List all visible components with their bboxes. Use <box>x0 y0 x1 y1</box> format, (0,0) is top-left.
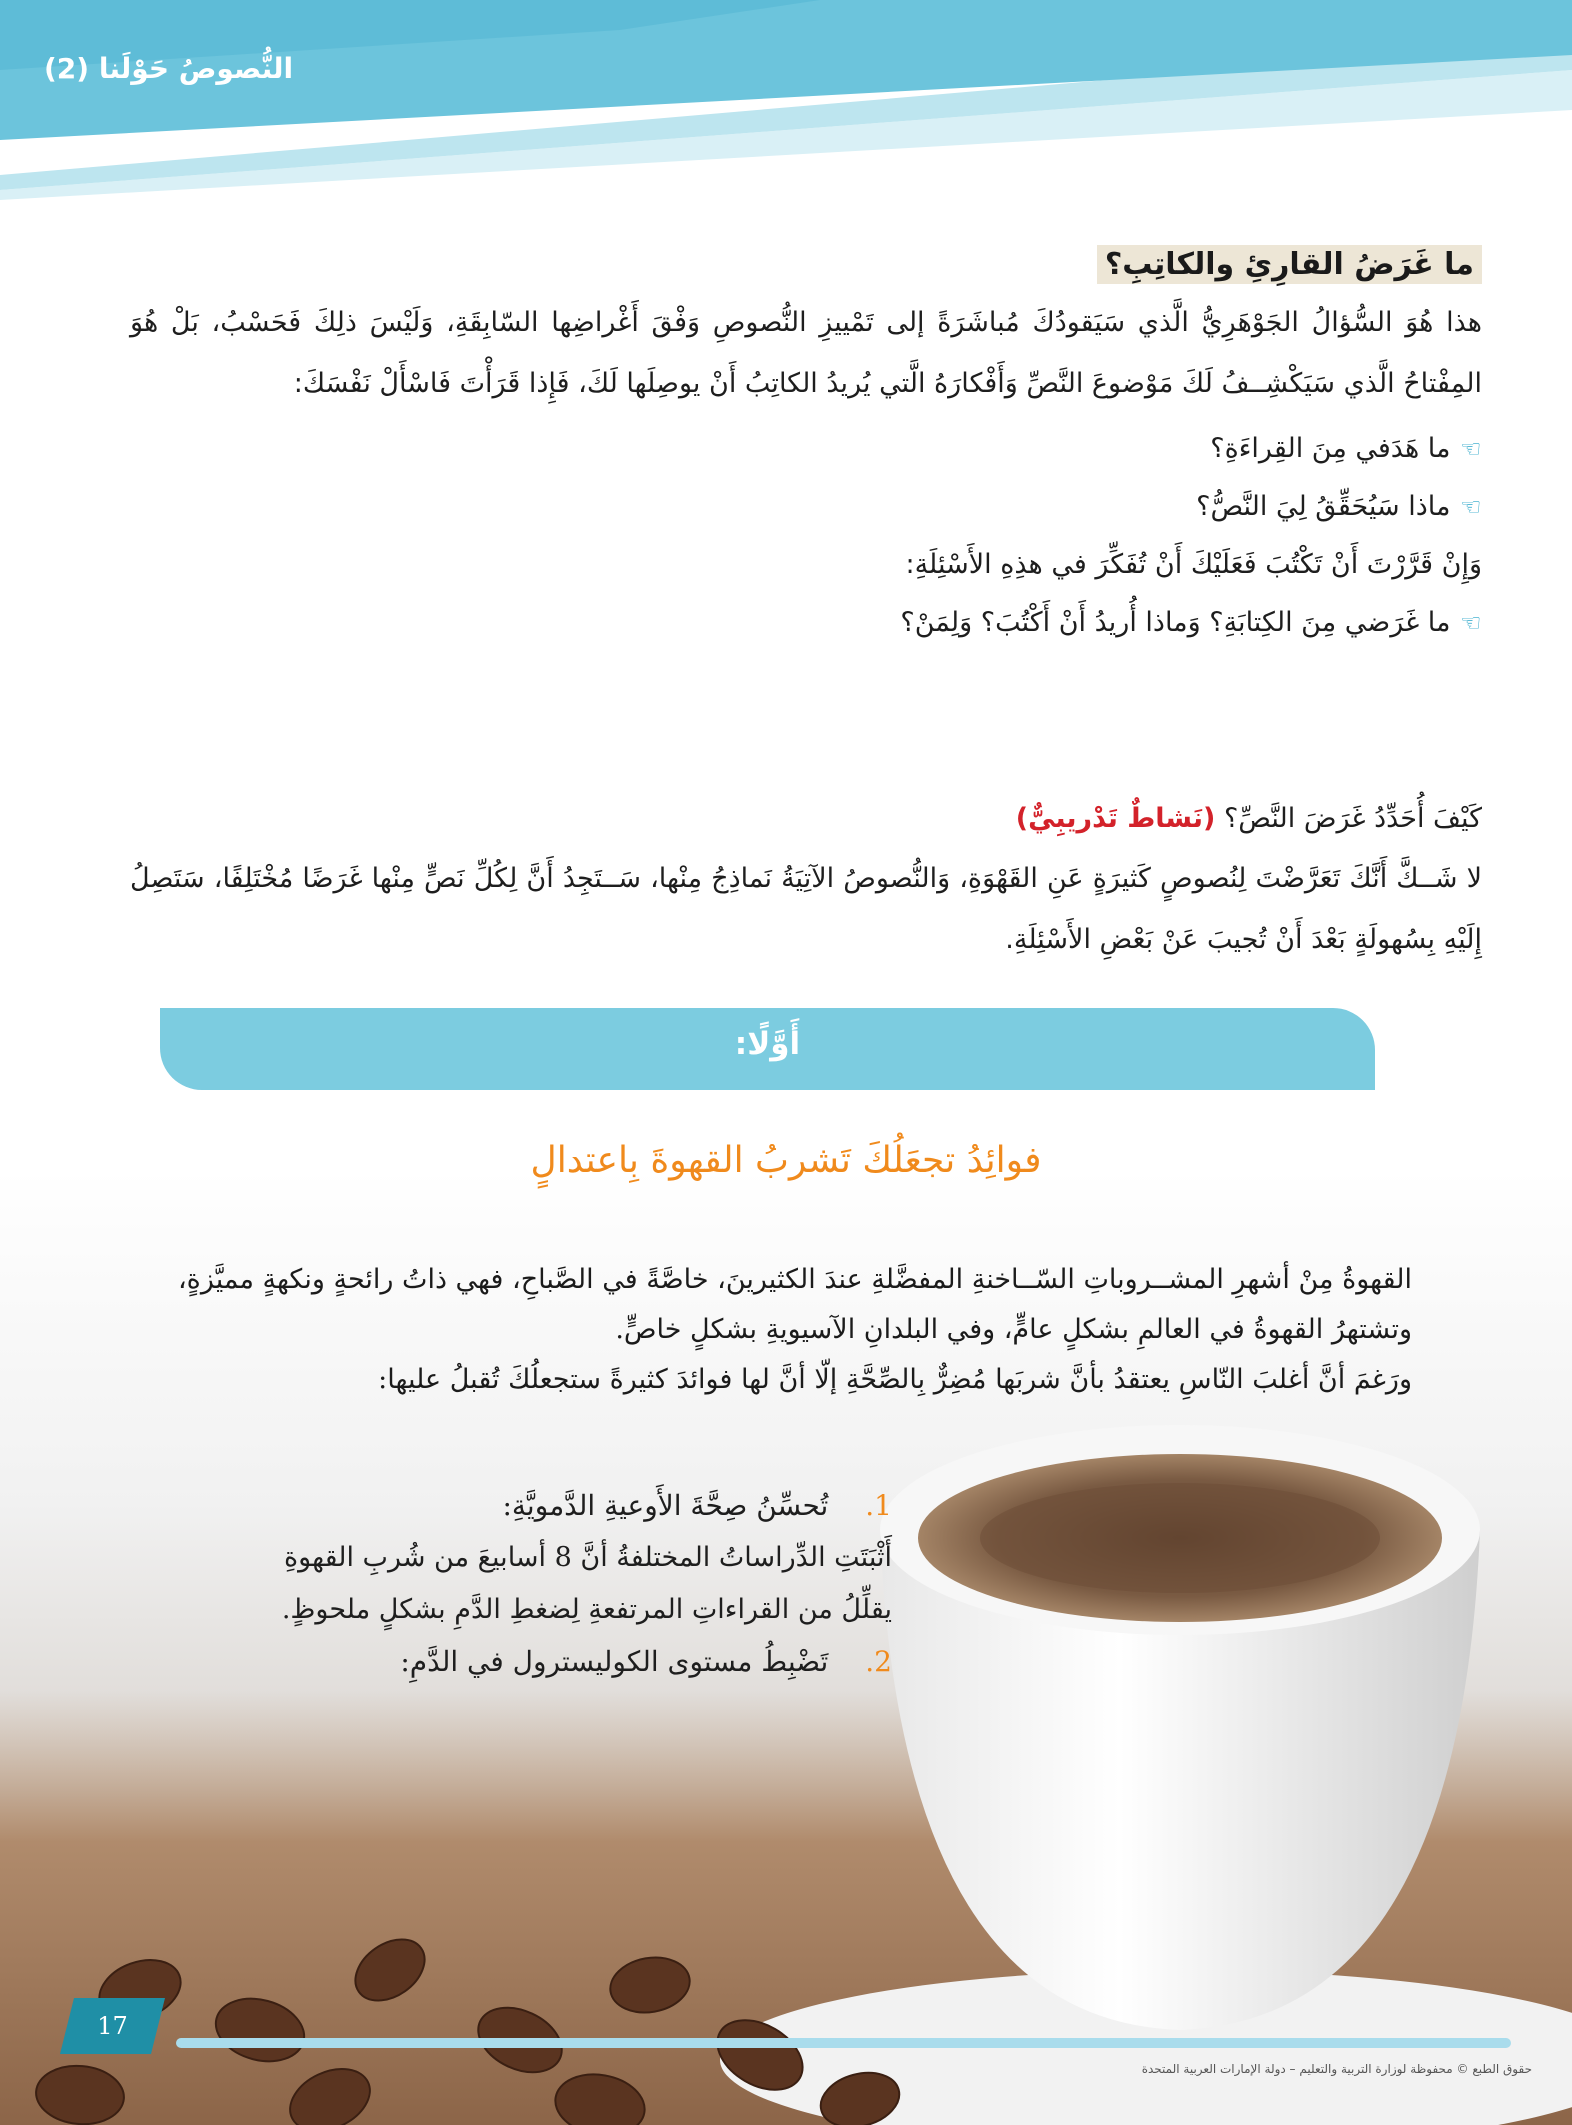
list-item: ☞ ما غَرَضي مِنَ الكِتابَةِ؟ وَماذا أُريدُ أَنْ أَكْتُبَ؟ وَلِمَنْ؟ <box>130 594 1482 652</box>
header-band <box>0 0 1572 200</box>
article-title: فوائِدُ تجعَلُكَ تَشربُ القهوةَ بِاعتدالٍ <box>530 1140 1042 1181</box>
banner-label: أَوَّلًا: <box>734 1026 801 1062</box>
section-reader-writer-purpose <box>130 245 1482 652</box>
hand-pointer-icon: ☞ <box>1460 493 1482 521</box>
benefit-number: 2. <box>865 1645 892 1678</box>
benefit-description: أَثْبَتَتِ الدِّراساتُ المختلفةُ أنَّ 8 أسابيعَ من شُربِ القهوةِ يقلِّلُ من القراءاتِ المرتفعةِ لِضغطِ الدَّمِ بشكلٍ ملحوظٍ. <box>281 1542 892 1625</box>
unit-title: النُّصوصُ حَوْلَنا (2) <box>44 52 294 85</box>
reader-questions-list <box>130 420 1482 536</box>
section-banner <box>160 1008 1375 1090</box>
copyright-notice: حقوق الطبع © محفوظة لوزارة التربية والتعليم – دولة الإمارات العربية المتحدة <box>1141 2062 1532 2076</box>
article-paragraph: القهوةُ مِنْ أشهرِ المشــروباتِ السّــاخنةِ المفضَّلةِ عندَ الكثيرينَ، خاصَّةً في الصَّباحِ، فهي ذاتُ رائحةٍ ونكهةٍ مميَّزةٍ، وتشتهرُ القهوةُ في العالمِ بشكلٍ عامٍّ، وفي البلدانِ الآسيويةِ بشكلٍ خاصٍّ. <box>177 1264 1412 1345</box>
section-paragraph: هذا هُوَ السُّؤالُ الجَوْهَرِيُّ الَّذي سَيَقودُكَ مُباشَرَةً إلى تَمْييزِ النُّصوصِ وَفْقَ أَغْراضِها السّابِقَةِ، وَلَيْسَ ذلِكَ فَحَسْبُ، بَلْ هُوَ المِفْتاحُ الَّذي سَيَكْشِــفُ لَكَ مَوْضوعَ النَّصِّ وَأَفْكارَهُ الَّتي يُريدُ الكاتِبُ أَنْ يوصِلَها لَكَ، فَإِذا قَرَأْتَ فَاسْأَلْ نَفْسَكَ: <box>130 307 1482 399</box>
list-item: ☞ ماذا سَيُحَقِّقُ لِيَ النَّصُّ؟ <box>130 478 1482 536</box>
section-heading: ما غَرَضُ القارِئِ والكاتِبِ؟ <box>1097 245 1482 284</box>
article-paragraph: ورَغمَ أنَّ أغلبَ النّاسِ يعتقدُ بأنَّ شربَها مُضِرٌّ بِالصِّحَّةِ إلّا أنَّ لها فوائدَ كثيرةً ستجعلُكَ تُقبلُ عليها: <box>378 1364 1412 1395</box>
hand-pointer-icon: ☞ <box>1460 435 1482 463</box>
list-item: ☞ ما هَدَفي مِنَ القِراءَةِ؟ <box>130 420 1482 478</box>
article-body <box>150 1255 1412 1405</box>
writer-intro: وَإِنْ قَرَّرْتَ أَنْ تَكْتُبَ فَعَلَيْكَ أَنْ تُفَكِّرَ في هذِهِ الأَسْئِلَةِ: <box>905 549 1482 580</box>
activity-tag: (نَشاطٌ تَدْريبِيٌّ) <box>1015 803 1216 834</box>
page-number: 17 <box>97 2012 128 2040</box>
section-heading-line <box>130 790 1482 848</box>
benefits-list <box>252 1480 892 1688</box>
section-determine-purpose <box>130 790 1482 970</box>
benefit-title: 2. تَضْبِطُ مستوى الكوليسترول في الدَّمِ: <box>400 1645 892 1678</box>
section-heading: كَيْفَ أُحَدِّدُ غَرَضَ النَّصِّ؟ <box>1223 803 1482 834</box>
benefit-title: 1. تُحسِّنُ صِحَّةَ الأَوعيةِ الدَّمويَّةِ: <box>502 1489 892 1522</box>
hand-pointer-icon: ☞ <box>1460 609 1482 637</box>
section-paragraph: لا شَــكَّ أَنَّكَ تَعَرَّضْتَ لِنُصوصٍ كَثيرَةٍ عَنِ القَهْوَةِ، وَالنُّصوصُ الآتِيَةُ نَماذِجُ مِنْها، سَــتَجِدُ أَنَّ لِكُلِّ نَصٍّ مِنْها غَرَضًا مُخْتَلِفًا، سَتَصِلُ إِلَيْهِ بِسُهولَةٍ بَعْدَ أَنْ تُجيبَ عَنْ بَعْضِ الأَسْئِلَةِ. <box>130 863 1482 955</box>
footer-divider <box>176 2038 1511 2048</box>
benefit-number: 1. <box>865 1489 892 1522</box>
